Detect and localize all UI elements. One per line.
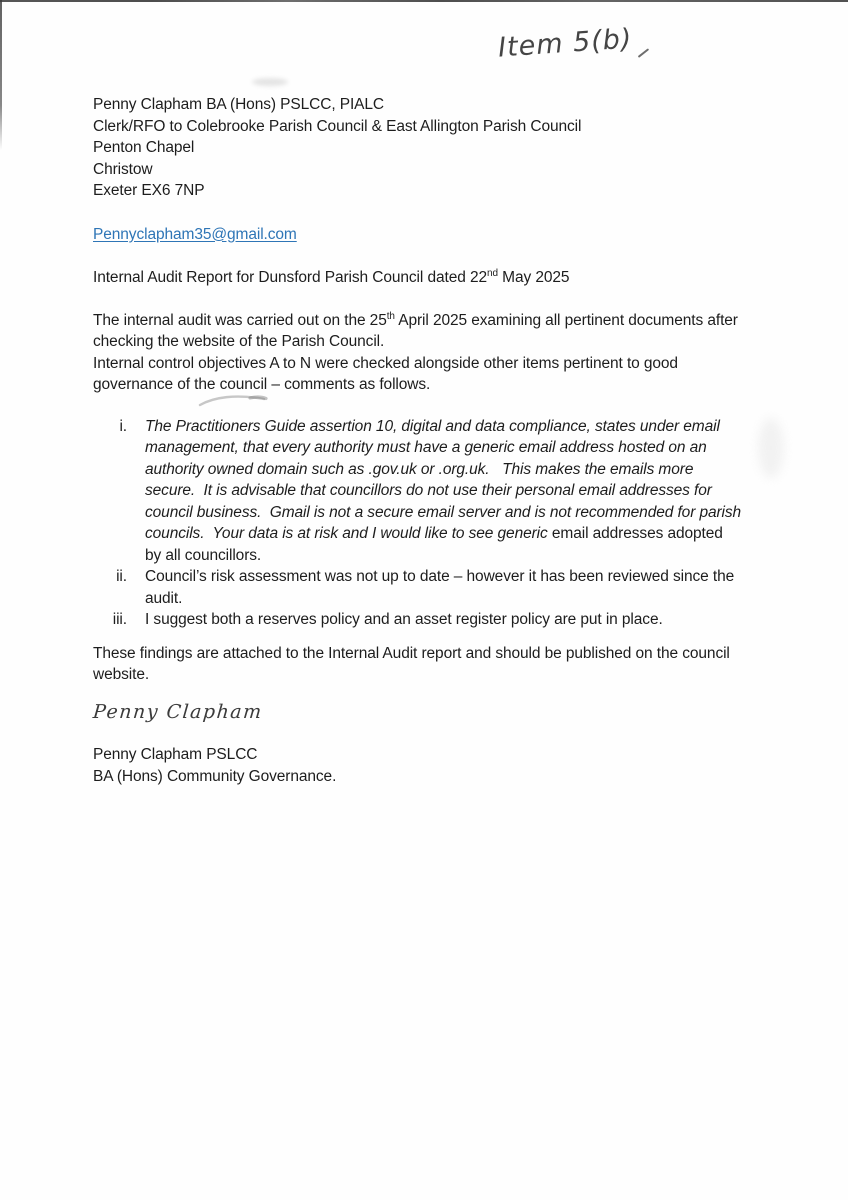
ordinal-superscript: nd: [486, 267, 498, 279]
finding-item-email-compliance: [93, 416, 761, 567]
findings-list: [93, 416, 761, 631]
email-line: [93, 224, 761, 246]
scan-smudge: [252, 78, 288, 86]
scan-edge-left: [0, 0, 2, 150]
sender-role-line: Clerk/RFO to Colebrooke Parish Council & East Allington Parish Council: [93, 117, 582, 135]
handwritten-note-text: Item 5(b): [497, 23, 634, 64]
signoff-qualification: BA (Hons) Community Governance.: [93, 767, 337, 785]
sender-address-line: Penton Chapel: [93, 139, 195, 156]
signature-script: Penny Clapham: [92, 700, 264, 723]
intro-paragraphs: [93, 310, 761, 396]
paragraph-text: The internal audit was carried out on the 25: [93, 311, 387, 329]
subject-line: [93, 267, 761, 289]
finding-text: I suggest both a reserves policy and an asset register policy are put in place.: [145, 611, 663, 628]
finding-numeral: iii.: [112, 611, 127, 628]
ordinal-superscript: th: [386, 310, 395, 322]
paragraph-objectives: Internal control objectives A to N were checked alongside other items pertinent to good governance of the council – comments as follows.: [93, 354, 683, 393]
email-link[interactable]: Pennyclapham35@gmail.com: [93, 225, 297, 243]
scan-edge-top: [0, 0, 848, 2]
signoff-name: Penny Clapham PSLCC: [93, 746, 258, 763]
handwritten-tick-mark: [638, 48, 650, 58]
letter-body: [93, 94, 761, 787]
scan-smudge: [758, 418, 784, 478]
signoff-block: [93, 744, 761, 787]
subject-text: Internal Audit Report for Dunsford Parish Council dated 22: [93, 269, 487, 286]
finding-numeral: ii.: [116, 568, 127, 585]
paragraph-audit-date: [93, 310, 748, 353]
finding-italic-text: The Practitioners Guide assertion 10, digital and data compliance, states under email management, that every authority must have a generic email address hosted on an authority owned domain such as .gov.uk or .org.uk. This makes the emails more secure. It is advisable that councillors do not use their personal email addresses for council business. Gmail is not a secure email server and is not recommended for parish councils. Your data is at risk and I would like to see generic: [145, 417, 746, 542]
handwritten-item-note: [497, 23, 633, 63]
finding-text: [145, 416, 746, 567]
subject-text: May 2025: [497, 269, 570, 286]
sender-address-line: Christow: [93, 160, 153, 178]
finding-numeral: i.: [119, 417, 127, 435]
sender-block: [93, 94, 761, 202]
finding-text: Council’s risk assessment was not up to date – however it has been reviewed since the audit.: [145, 568, 739, 607]
paragraph-closing: These findings are attached to the Internal Audit report and should be published on the council website.: [93, 644, 734, 683]
sender-name-line: Penny Clapham BA (Hons) PSLCC, PIALC: [93, 96, 385, 113]
finding-regular-text: email addresses adopted by all councillors.: [145, 525, 727, 564]
finding-item-risk-assessment: [93, 566, 761, 609]
finding-item-policies: [93, 609, 761, 631]
sender-address-line: Exeter EX6 7NP: [93, 182, 205, 199]
paragraph-text: April 2025 examining all pertinent documents after checking the website of the Parish Council.: [93, 311, 743, 350]
